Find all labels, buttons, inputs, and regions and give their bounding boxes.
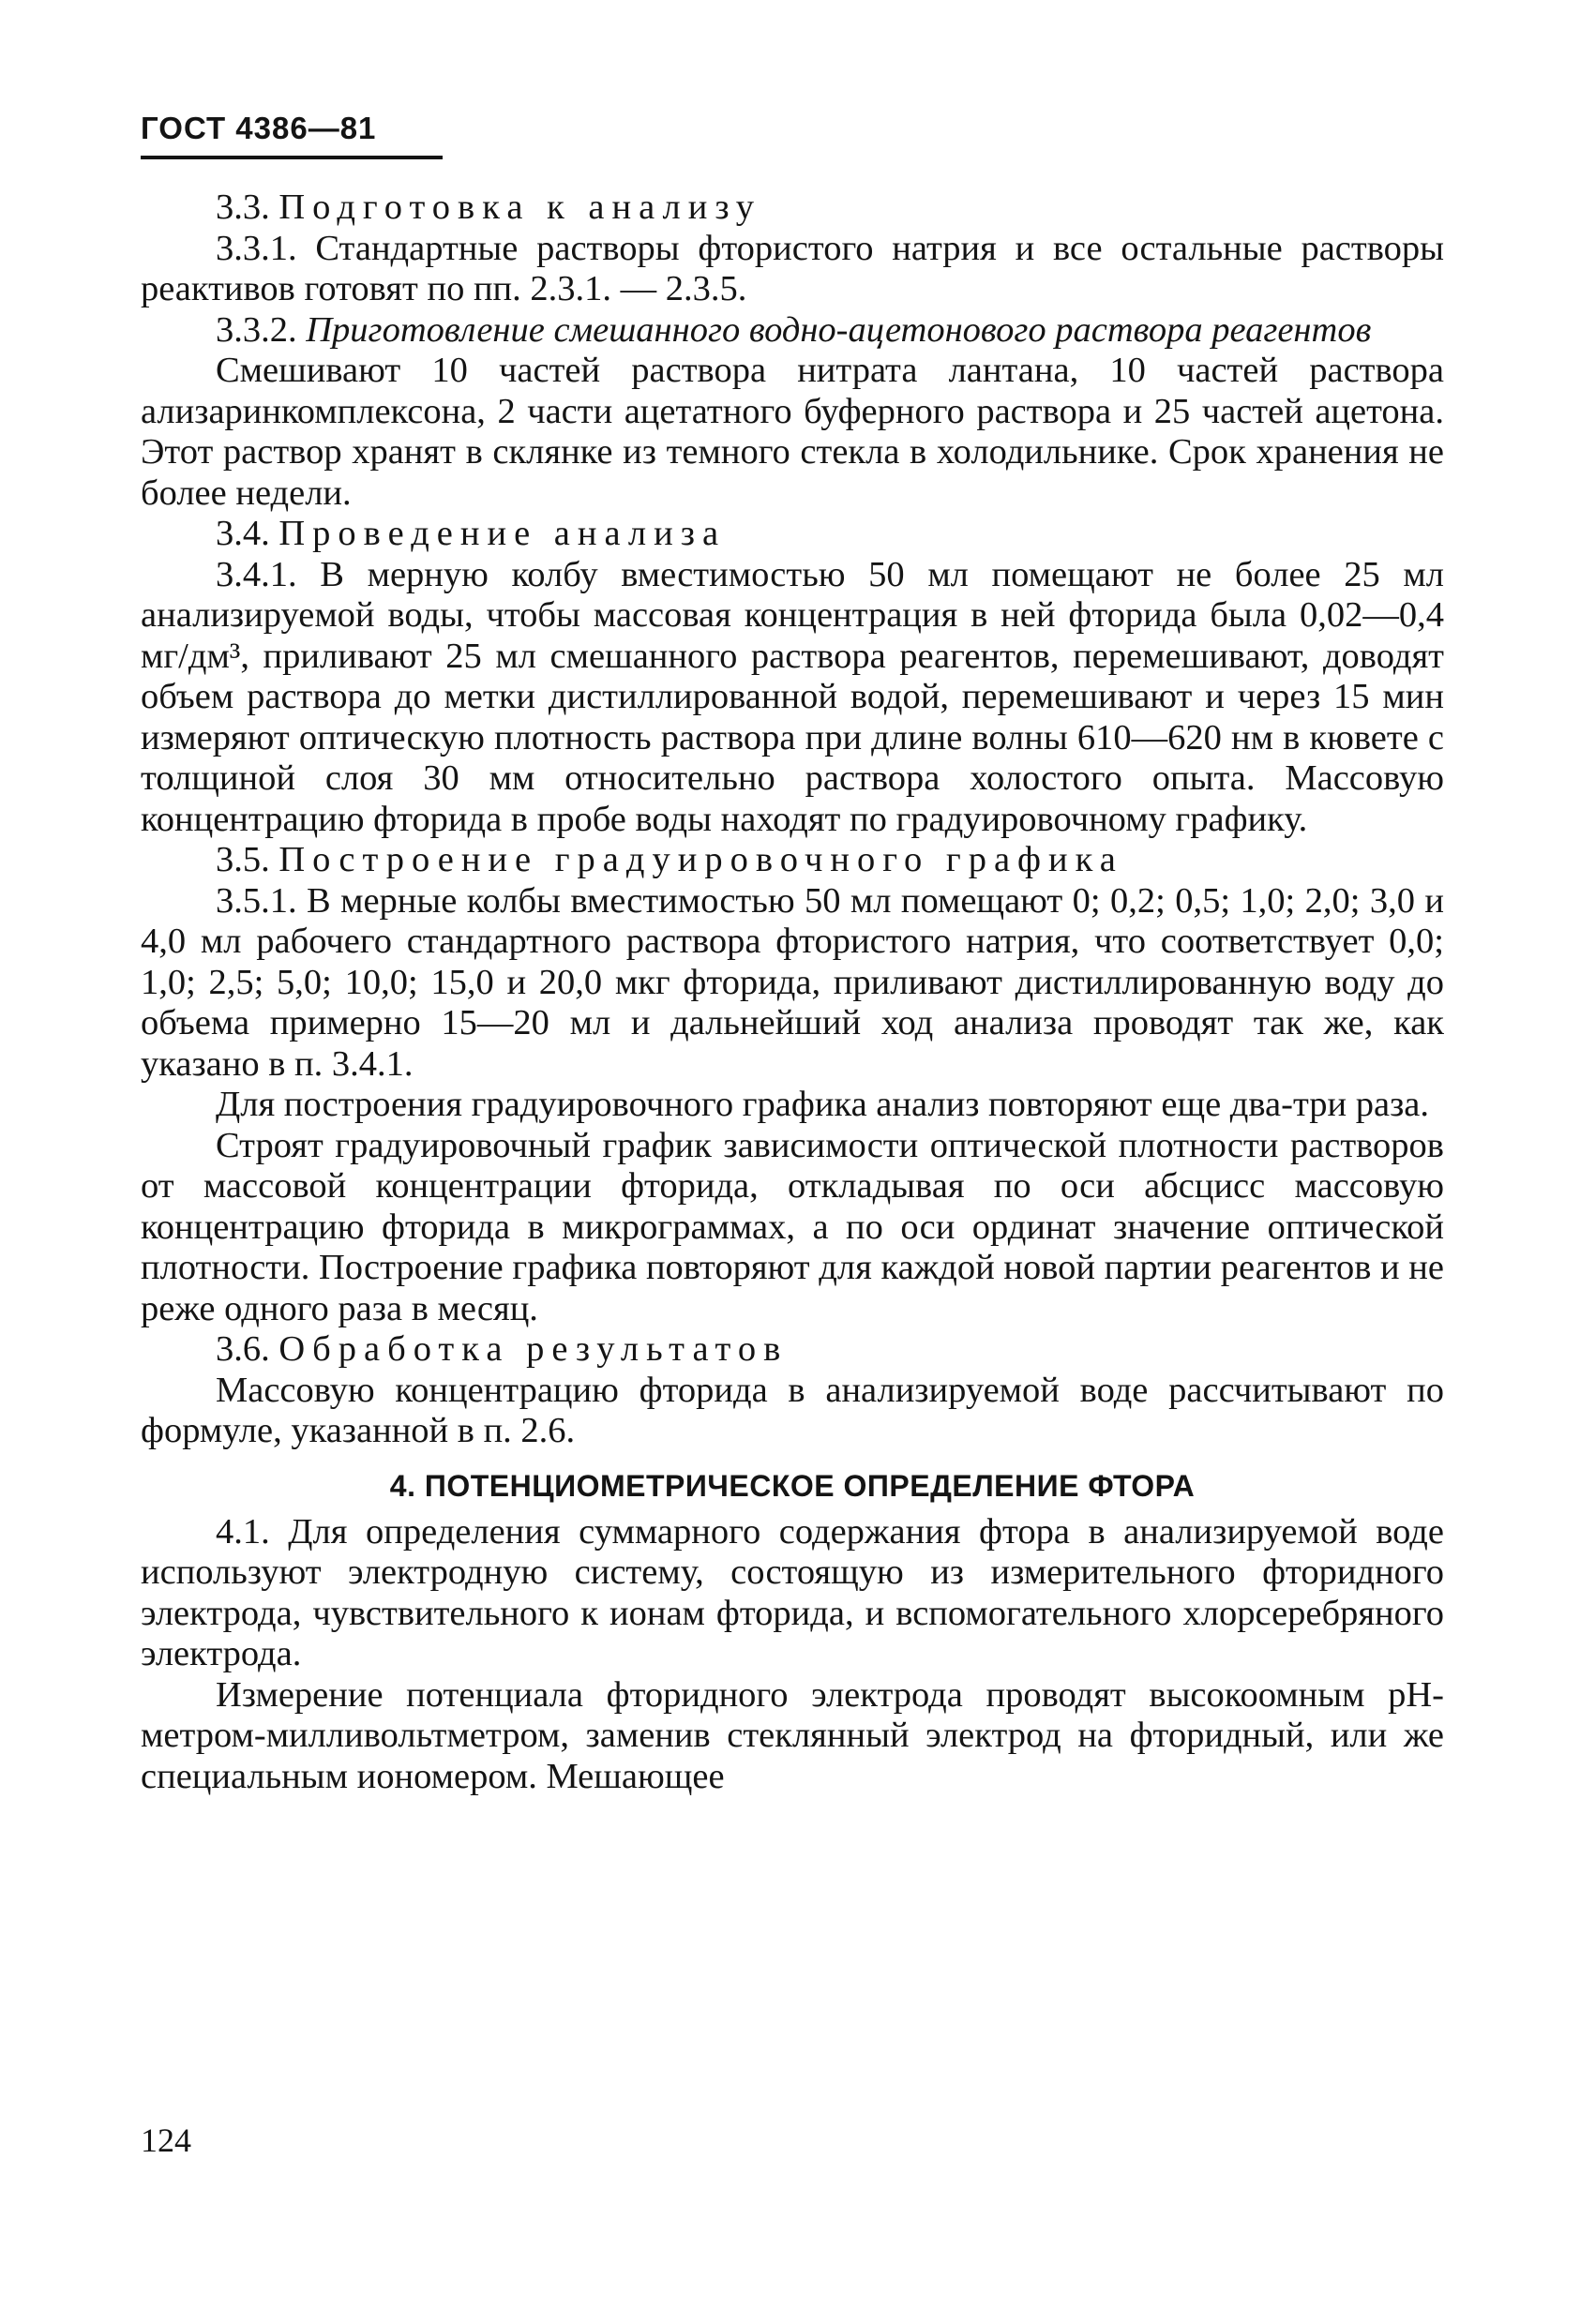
paragraph-4-1: 4.1. Для определения суммарного содержания фтора в анализируемой воде используют электродную систему, состоящую из измерительного фторидного электрода, чувствительного к ионам фторида, и вспомогательного хлорсеребряного электрода. — [141, 1511, 1444, 1673]
paragraph-results: Массовую концентрацию фторида в анализируемой воде рассчитывают по формуле, указанной в п. 2.6. — [141, 1370, 1444, 1450]
paragraph-calibration: Строят градуировочный график зависимости оптической плотности растворов от массовой концентрации фторида, откладывая по оси абсцисс массовую концентрацию фторида в микрограммах, а по оси ординат значение оптической плотности. Построение графика повторяют для каждой новой партии реагентов и не реже одного раза в месяц. — [141, 1125, 1444, 1328]
header-underline — [141, 156, 443, 159]
paragraph-3-5-1: 3.5.1. В мерные колбы вместимостью 50 мл помещают 0; 0,2; 0,5; 1,0; 2,0; 3,0 и 4,0 мл рабочего стандартного раствора фтористого натрия, что соответствует 0,0; 1,0; 2,5; 5,0; 10,0; 15,0 и 20,0 мкг фторида, приливают дистиллированную воду до объема примерно 15—20 мл и дальнейший ход анализа проводят так же, как указано в п. 3.4.1. — [141, 880, 1444, 1084]
subsection-heading-3-5: 3.5. Построение градуировочного графика — [216, 840, 1123, 879]
document-body — [141, 187, 1444, 1797]
paragraph-repeat: Для построения градуировочного графика анализ повторяют еще два-три раза. — [216, 1085, 1429, 1124]
paragraph-3-4-1: 3.4.1. В мерную колбу вместимостью 50 мл помещают не более 25 мл анализируемой воды, чтобы массовая концентрация в ней фторида была 0,02—0,4 мг/дм³, приливают 25 мл смешанного раствора реагентов, перемешивают, доводят объем раствора до метки дистиллированной водой, перемешивают и через 15 мин измеряют оптическую плотность раствора при длине волны 610—620 нм в кювете с толщиной слоя 30 мм относительно раствора холостого опыта. Массовую концентрацию фторида в пробе воды находят по градуировочному графику. — [141, 554, 1444, 839]
subsection-heading-3-6: 3.6. Обработка результатов — [216, 1329, 789, 1369]
subsection-heading-3-3-2: 3.3.2. Приготовление смешанного водно-ацетонового раствора реагентов — [216, 309, 1372, 350]
paragraph-measurement: Измерение потенциала фторидного электрода проводят высокоомным pH-метром-милливольтметром, заменив стеклянный электрод на фторидный, или же специальным иономером. Мешающее — [141, 1674, 1444, 1796]
paragraph-3-3-1: 3.3.1. Стандартные растворы фтористого натрия и все остальные растворы реактивов готовят по пп. 2.3.1. — 2.3.5. — [141, 228, 1444, 308]
paragraph-mixing: Смешивают 10 частей раствора нитрата лантана, 10 частей раствора ализаринкомплексона, 2 части ацетатного буферного раствора и 25 частей ацетона. Этот раствор хранят в склянке из темного стекла в холодильнике. Срок хранения не более недели. — [141, 351, 1444, 513]
section-4-title: 4. ПОТЕНЦИОМЕТРИЧЕСКОЕ ОПРЕДЕЛЕНИЕ ФТОРА — [389, 1468, 1196, 1503]
document-code-header: ГОСТ 4386—81 — [141, 111, 377, 145]
page-number: 124 — [141, 2122, 191, 2159]
subsection-heading-3-3: 3.3. Подготовка к анализу — [216, 187, 761, 227]
subsection-heading-3-4: 3.4. Проведение анализа — [216, 514, 727, 553]
